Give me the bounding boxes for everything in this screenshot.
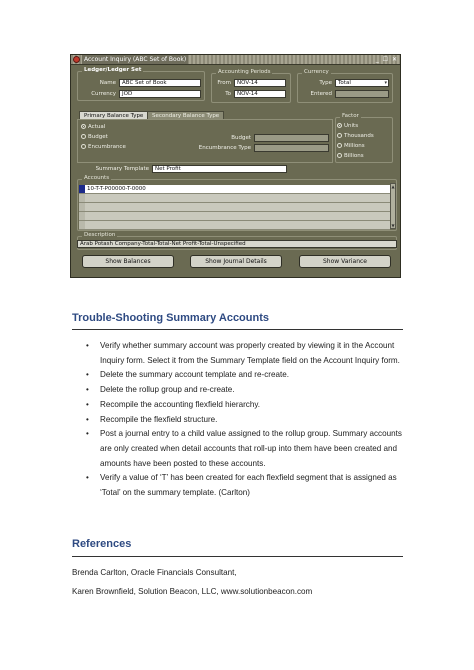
currency-type-value: Total — [338, 80, 351, 86]
window-title: Account Inquiry (ABC Set of Book) — [84, 56, 187, 63]
scroll-down-icon[interactable]: ▼ — [391, 223, 395, 228]
tab-primary-balance-type[interactable]: Primary Balance Type — [79, 111, 148, 120]
chevron-down-icon[interactable]: ▾ — [384, 80, 387, 86]
radio-millions[interactable]: Millions — [337, 142, 365, 150]
description-group-title: Description — [84, 232, 116, 238]
summary-template-label: Summary Template — [95, 166, 149, 172]
radio-actual[interactable]: Actual — [81, 123, 105, 131]
period-from-field[interactable]: NOV-14 — [234, 79, 286, 87]
budget-label: Budget — [231, 135, 251, 141]
list-item: • Delete the summary account template and re-create. — [86, 368, 404, 383]
radio-empty-icon — [81, 134, 86, 139]
heading-rule — [72, 329, 403, 330]
list-item: • Post a journal entry to a child value assigned to the rollup group. Summary accounts are only created when detail accounts that roll-up into them have been created and amounts have been posted to these accounts. — [86, 427, 404, 471]
show-variance-button[interactable]: Show Variance — [299, 255, 391, 268]
type-label: Type — [319, 80, 332, 86]
list-item: • Verify whether summary account was properly created by viewing it in the Account Inquiry form. Select it from the Summary Template field on the Account Inquiry form. — [86, 339, 404, 368]
from-label: From — [217, 80, 231, 86]
currency-group-title: Currency — [304, 69, 329, 75]
radio-empty-icon — [337, 153, 342, 158]
radio-encumbrance[interactable]: Encumbrance — [81, 143, 126, 151]
radio-empty-icon — [81, 144, 86, 149]
account-row[interactable]: 10-T-T-P00000-T-0000 — [85, 185, 390, 194]
periods-group-title: Accounting Periods — [218, 69, 271, 75]
list-item: • Recompile the flexfield structure. — [86, 413, 404, 428]
radio-selected-icon — [337, 123, 342, 128]
scroll-up-icon[interactable]: ▲ — [391, 184, 395, 189]
accounts-scrollbar[interactable] — [390, 183, 396, 229]
period-to-field[interactable]: NOV-14 — [234, 90, 286, 98]
list-item: • Recompile the accounting flexfield hierarchy. — [86, 398, 404, 413]
account-row[interactable] — [85, 212, 390, 221]
list-item: • Delete the rollup group and re-create. — [86, 383, 404, 398]
name-label: Name — [99, 80, 116, 86]
description-field[interactable]: Arab Potash Company-Total-Total-Net Profit-Total-Unspecified — [77, 240, 397, 248]
show-balances-button[interactable]: Show Balances — [82, 255, 174, 268]
accounts-group-title: Accounts — [84, 175, 110, 181]
section-heading-references: References — [72, 538, 132, 550]
reference-item: Karen Brownfield, Solution Beacon, LLC, www.solutionbeacon.com — [72, 587, 313, 596]
currency-group — [297, 69, 393, 103]
budget-field[interactable] — [254, 134, 329, 142]
ledger-name-field[interactable]: ABC Set of Book — [119, 79, 201, 87]
entered-currency-field[interactable] — [335, 90, 389, 98]
ledger-currency-field[interactable]: JOD — [119, 90, 201, 98]
account-row[interactable] — [85, 194, 390, 203]
encumbrance-type-field[interactable] — [254, 144, 329, 152]
radio-empty-icon — [337, 143, 342, 148]
reference-item: Brenda Carlton, Oracle Financials Consultant, — [72, 568, 237, 577]
encumbrance-type-label: Encumbrance Type — [198, 145, 251, 151]
show-journal-details-button[interactable]: Show Journal Details — [190, 255, 282, 268]
account-inquiry-window — [70, 54, 401, 278]
window-controls-icon[interactable]: _ ☐ ✕ — [375, 56, 398, 63]
window-titlebar[interactable] — [71, 55, 400, 65]
account-row[interactable] — [85, 203, 390, 212]
summary-template-field[interactable]: Net Profit — [152, 165, 287, 173]
radio-thousands[interactable]: Thousands — [337, 132, 374, 140]
oracle-app-icon — [73, 56, 80, 63]
list-item: • Verify a value of ‘T’ has been created for each flexfield segment that is assigned as ‘Total’ on the summary template. (Carlton) — [86, 471, 404, 500]
currency-type-select[interactable] — [335, 79, 389, 87]
ledger-group-title: Ledger/Ledger Set — [84, 67, 142, 73]
factor-group-title: Factor — [342, 113, 359, 119]
currency-label: Currency — [91, 91, 116, 97]
radio-empty-icon — [337, 133, 342, 138]
entered-label: Entered — [310, 91, 332, 97]
radio-budget[interactable]: Budget — [81, 133, 108, 141]
periods-group — [211, 69, 291, 103]
to-label: To — [225, 91, 231, 97]
troubleshooting-list — [86, 339, 404, 501]
section-heading-troubleshooting: Trouble-Shooting Summary Accounts — [72, 312, 269, 324]
tab-secondary-balance-type[interactable]: Secondary Balance Type — [147, 111, 224, 120]
account-row[interactable] — [85, 221, 390, 230]
heading-rule — [72, 556, 403, 557]
radio-selected-icon — [81, 124, 86, 129]
radio-units[interactable]: Units — [337, 122, 358, 130]
radio-billions[interactable]: Billions — [337, 152, 364, 160]
